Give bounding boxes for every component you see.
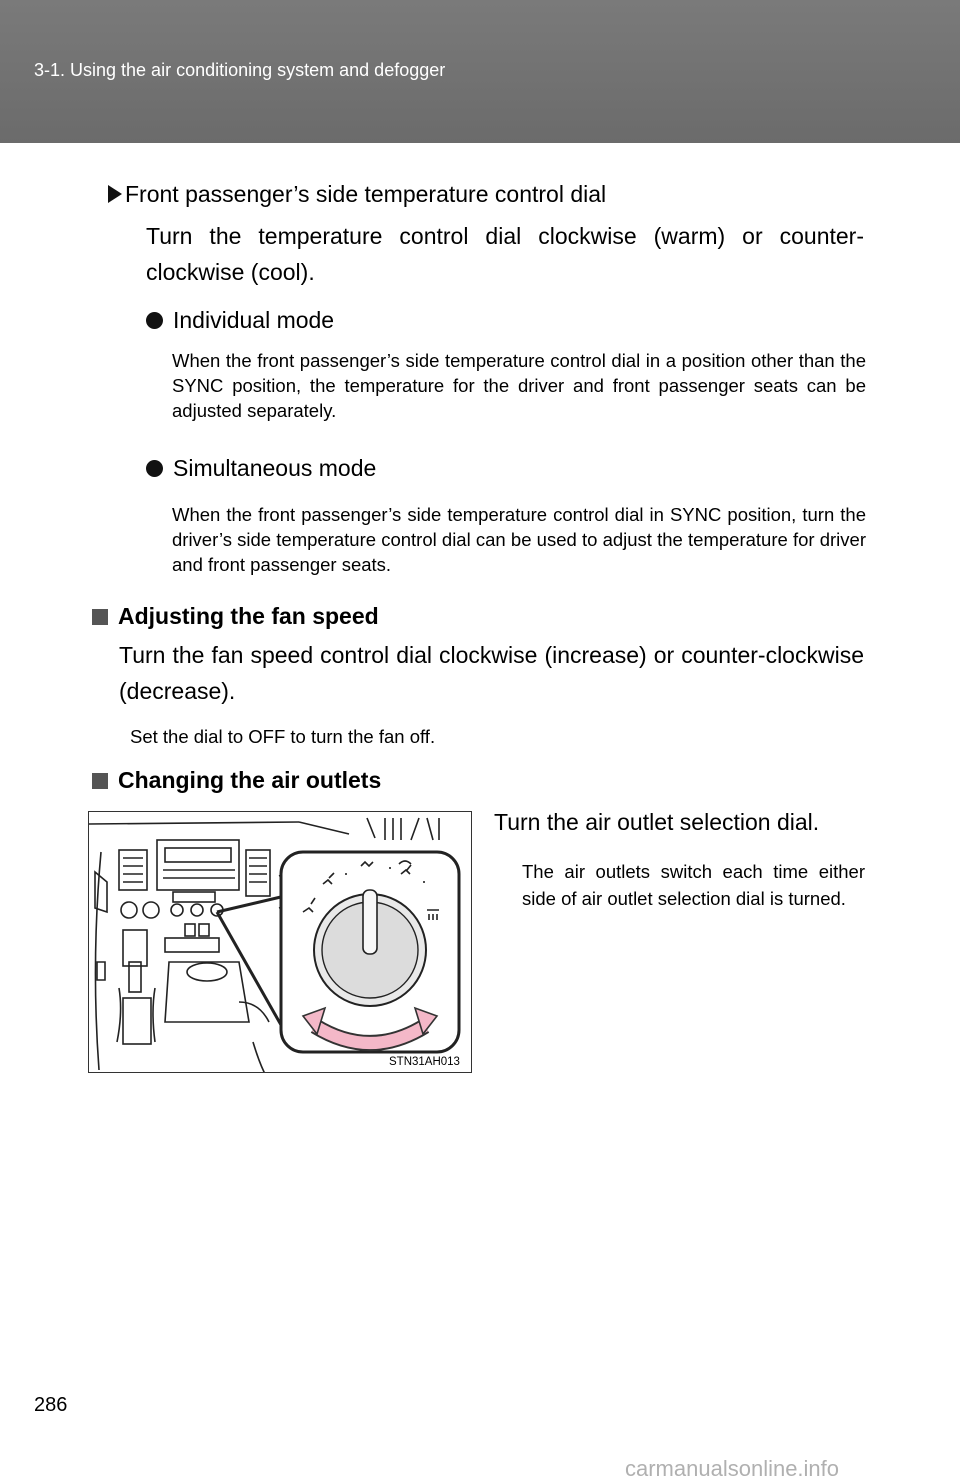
dashboard-dial-illustration bbox=[89, 812, 472, 1073]
figure-code: STN31AH013 bbox=[389, 1056, 460, 1068]
fan-speed-title: Adjusting the fan speed bbox=[118, 603, 379, 629]
page-number: 286 bbox=[34, 1394, 68, 1416]
simultaneous-mode-desc: When the front passenger’s side temperature control dial in SYNC position, turn the driver’s side temperature control dial can be used to adjust the temperature for driver and front passenger seats. bbox=[172, 504, 866, 575]
air-outlets-title: Changing the air outlets bbox=[118, 767, 382, 793]
individual-mode-title: Individual mode bbox=[173, 307, 335, 333]
front-passenger-heading: Front passenger’s side temperature control dial bbox=[125, 181, 607, 207]
fan-speed-title-row bbox=[92, 598, 379, 634]
fan-speed-note: Set the dial to OFF to turn the fan off. bbox=[130, 726, 436, 747]
front-passenger-body: Turn the temperature control dial clockwise (warm) or counter-clockwise (cool). bbox=[146, 223, 864, 285]
air-outlets-note: The air outlets switch each time either side of air outlet selection dial is turned. bbox=[522, 861, 865, 909]
fan-speed-body: Turn the fan speed control dial clockwise (increase) or counter-clockwise (decrease). bbox=[119, 642, 864, 704]
triangle-bullet-icon bbox=[108, 185, 122, 203]
simultaneous-mode-title: Simultaneous mode bbox=[173, 455, 377, 481]
air-outlets-title-row bbox=[92, 762, 381, 798]
individual-mode-desc: When the front passenger’s side temperature control dial in a position other than the SYNC position, the temperature for the driver and front passenger seats can be adjusted separately. bbox=[172, 350, 866, 421]
page-header bbox=[0, 0, 960, 143]
individual-mode-title-row bbox=[146, 302, 334, 338]
circle-bullet-icon bbox=[146, 312, 163, 329]
circle-bullet-icon bbox=[146, 460, 163, 477]
air-outlet-dial-figure bbox=[88, 811, 472, 1073]
air-outlets-instruction: Turn the air outlet selection dial. bbox=[494, 809, 820, 835]
square-bullet-icon bbox=[92, 773, 108, 789]
watermark: carmanualsonline.info bbox=[625, 1456, 840, 1481]
simultaneous-mode-title-row bbox=[146, 450, 376, 486]
square-bullet-icon bbox=[92, 609, 108, 625]
front-passenger-heading-row bbox=[108, 176, 606, 212]
section-title: 3-1. Using the air conditioning system and defogger bbox=[34, 60, 446, 80]
